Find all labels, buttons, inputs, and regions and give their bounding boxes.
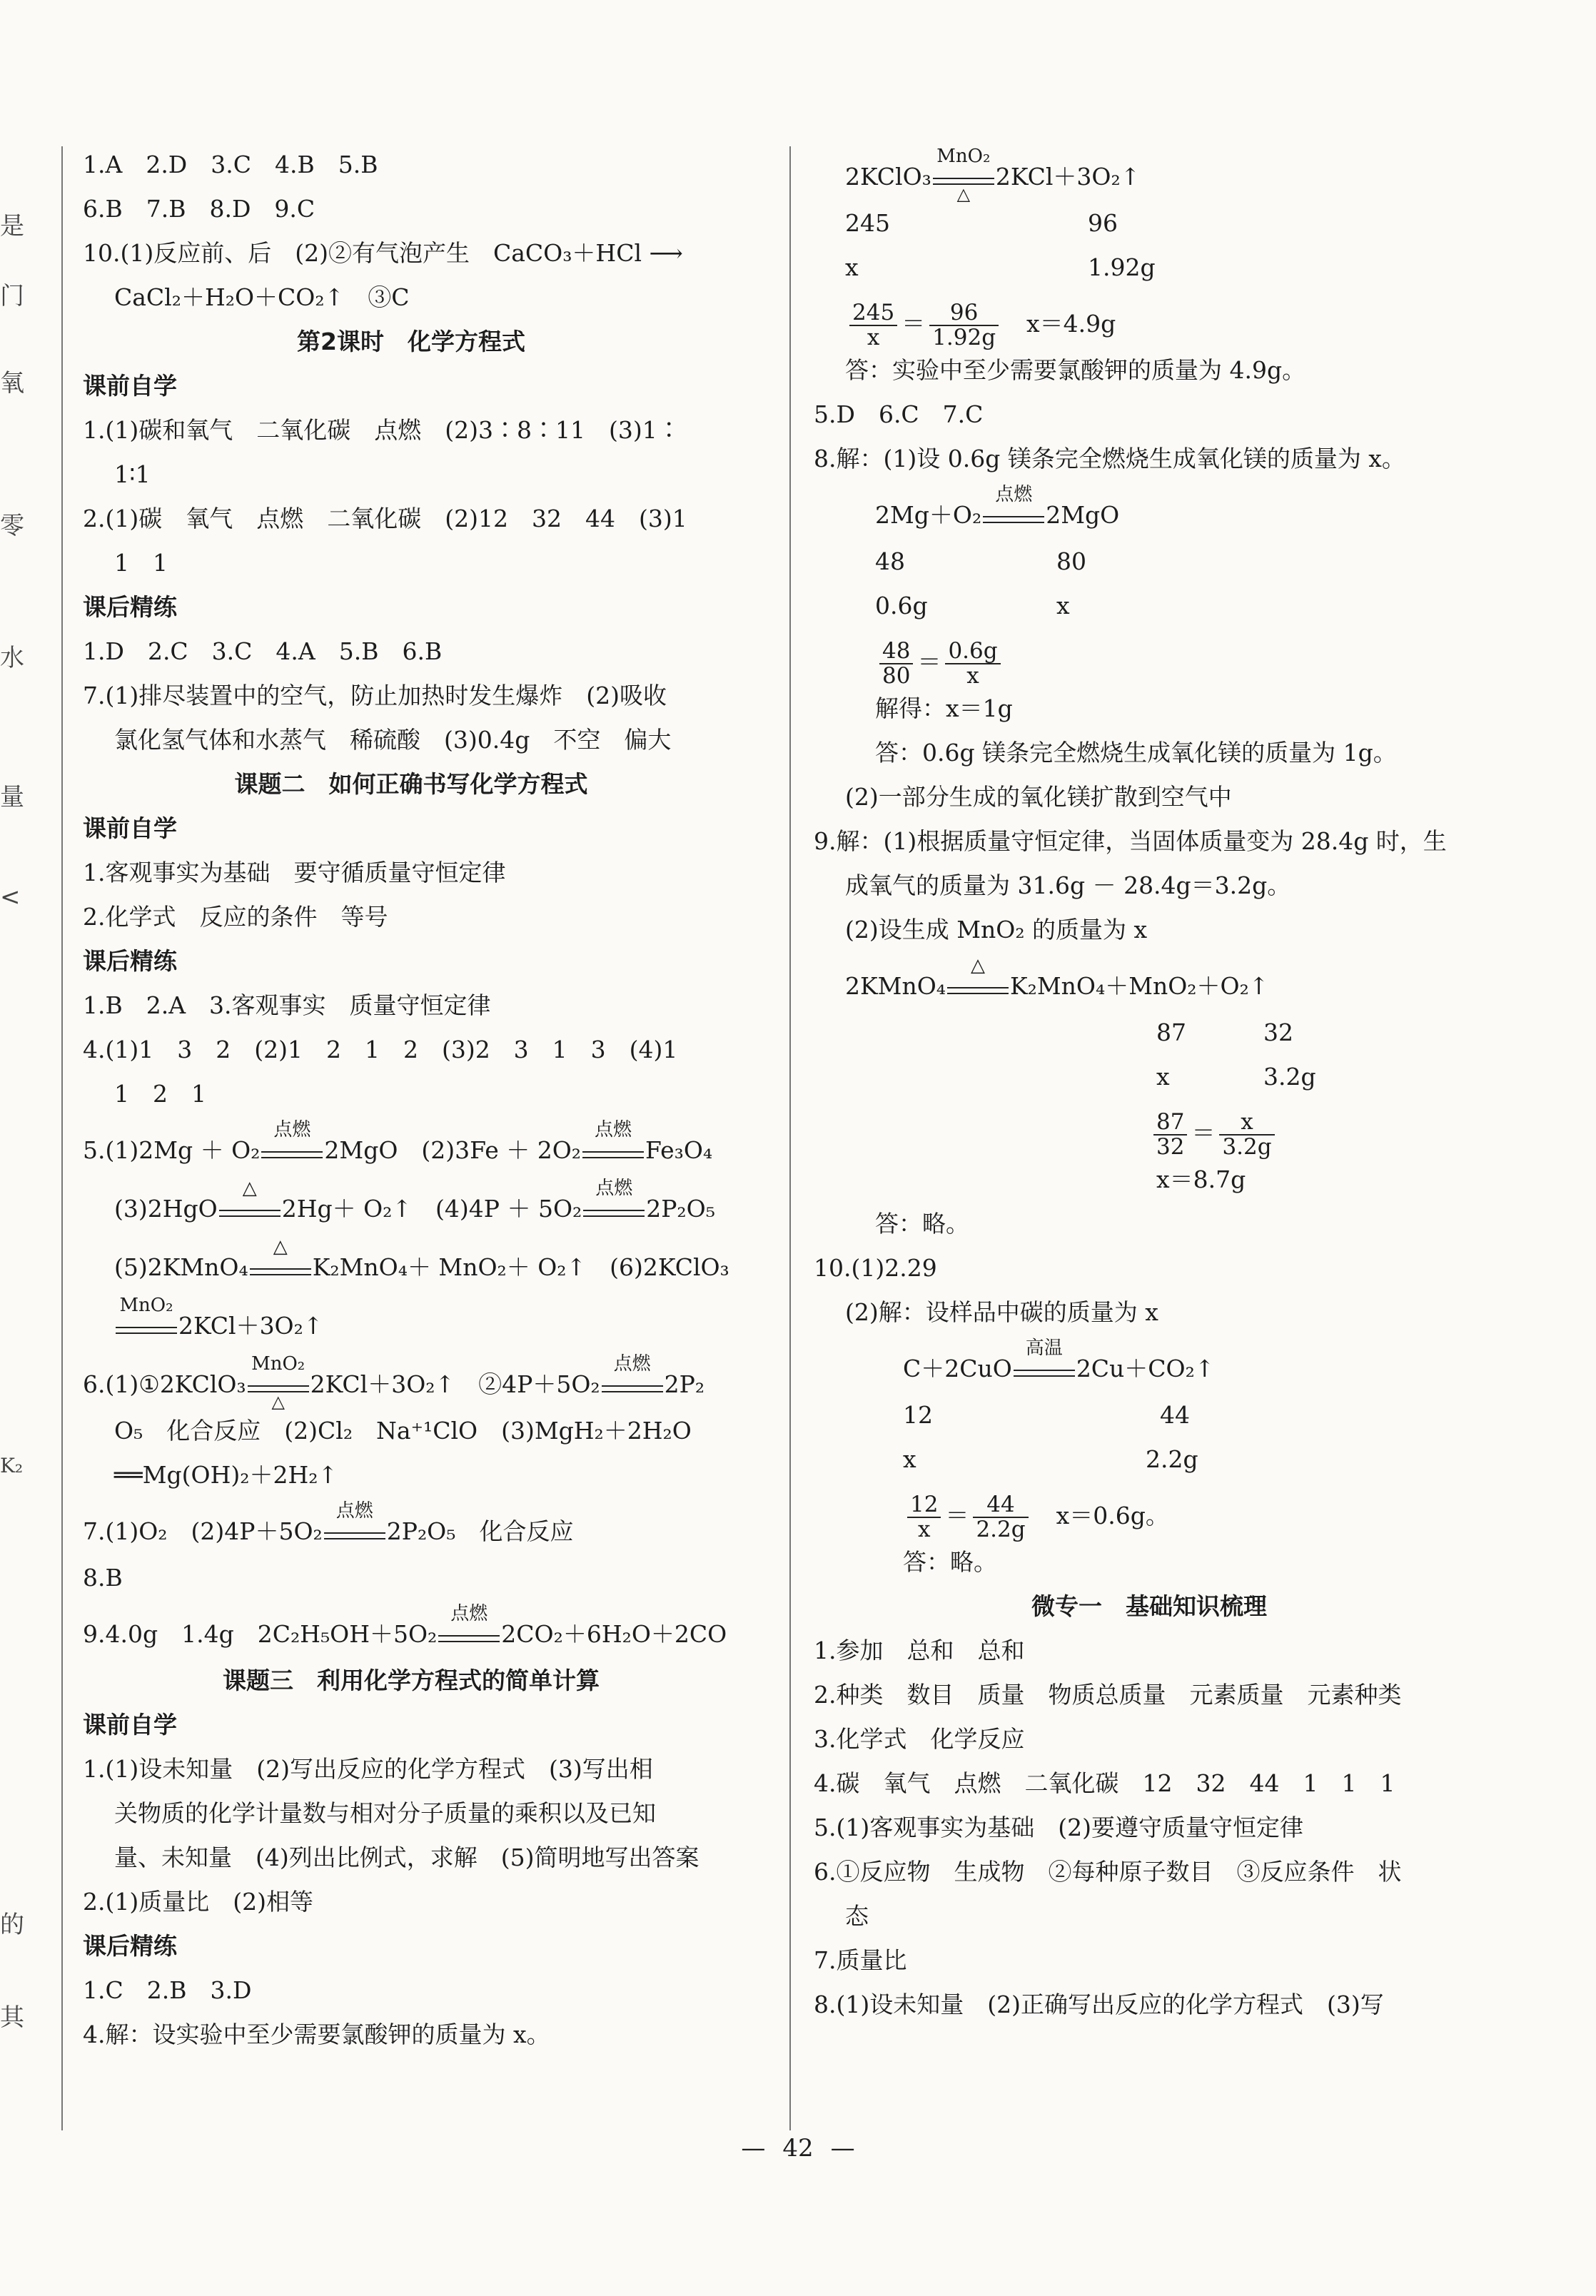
answer-line: 1.A 2.D 3.C 4.B 5.B — [83, 151, 378, 178]
section-heading: 微专一 基础知识梳理 — [1031, 1592, 1267, 1620]
equation-line: 2Mg＋O₂ 点燃 2MgO — [875, 484, 1120, 529]
margin-fragment: 氧 — [0, 369, 24, 398]
reaction-condition: MnO₂ — [116, 1317, 177, 1334]
answer-line: (2)解：设样品中碳的质量为 x — [845, 1298, 1158, 1326]
answer-line: ══Mg(OH)₂＋2H₂↑ — [114, 1461, 338, 1489]
reaction-condition: △ — [947, 977, 1009, 994]
equation-line: 2KMnO₄ △ K₂MnO₄＋MnO₂＋O₂↑ — [845, 955, 1269, 1000]
margin-fragment: 其 — [0, 2003, 24, 2032]
equation-line: (3)2HgO △ 2Hg＋ O₂↑ (4)4P ＋ 5O₂ 点燃 2P₂O₅ — [114, 1178, 715, 1223]
left-rule — [61, 146, 63, 2130]
answer-line: 1 1 — [114, 549, 168, 577]
equation-line: 5.(1)2Mg ＋ O₂ 点燃 2MgO (2)3Fe ＋ 2O₂ 点燃 Fe₃O₄ — [83, 1119, 713, 1164]
calc-line: x 3.2g — [1156, 1063, 1316, 1091]
answer-line: 6.①反应物 生成物 ②每种原子数目 ③反应条件 状 — [814, 1858, 1402, 1886]
fraction: $\frac{44}{2.2g}$ — [973, 1493, 1028, 1541]
answer-line: 1.参加 总和 总和 — [814, 1637, 1025, 1664]
answer-line: 4.碳 氧气 点燃 二氧化碳 12 32 44 1 1 1 — [814, 1769, 1395, 1797]
answer-line: 6.B 7.B 8.D 9.C — [83, 195, 315, 223]
subsection-heading: 课前自学 — [83, 1711, 177, 1739]
answer-line: 答：0.6g 镁条完全燃烧生成氧化镁的质量为 1g。 — [875, 739, 1397, 767]
answer-line: 2.化学式 反应的条件 等号 — [83, 903, 388, 931]
proportion-line: $\frac{87}{32}$ ＝ $\frac{x}{3.2g}$ — [814, 1099, 1485, 1158]
section-heading: 课题三 利用化学方程式的简单计算 — [223, 1667, 600, 1694]
answer-line: 1.B 2.A 3.客观事实 质量守恒定律 — [83, 991, 491, 1019]
answer-line: 10.(1)反应前、后 (2)②有气泡产生 CaCO₃＋HCl ⟶ — [83, 239, 683, 267]
subsection-heading: 课后精练 — [83, 947, 177, 975]
answer-line: 量、未知量 (4)列出比例式，求解 (5)简明地写出答案 — [114, 1844, 699, 1871]
subsection-heading: 课前自学 — [83, 814, 177, 842]
answer-line: 4.解：设实验中至少需要氯酸钾的质量为 x。 — [83, 2021, 550, 2048]
answer-line: (2)设生成 MnO₂ 的质量为 x — [845, 916, 1148, 944]
answer-line: 成氧气的质量为 31.6g － 28.4g＝3.2g。 — [845, 871, 1291, 899]
answer-line: 5.D 6.C 7.C — [814, 400, 984, 428]
proportion-line: $\frac{12}{x}$ ＝ $\frac{44}{2.2g}$ x＝0.6g。 — [814, 1482, 1485, 1540]
reaction-condition: 点燃 — [583, 1200, 645, 1217]
answer-line: 1.客观事实为基础 要守循质量守恒定律 — [83, 859, 506, 886]
fraction: $\frac{12}{x}$ — [907, 1493, 941, 1541]
calc-line: 87 32 — [1156, 1018, 1293, 1046]
answer-line: 2.(1)碳 氧气 点燃 二氧化碳 (2)12 32 44 (3)1 — [83, 505, 687, 532]
reaction-condition: 点燃 — [324, 1522, 385, 1539]
answer-line: 1.C 2.B 3.D — [83, 1976, 252, 2004]
equation-line: 7.(1)O₂ (2)4P＋5O₂ 点燃 2P₂O₅ 化合反应 — [83, 1500, 574, 1545]
answer-line: 氯化氢气体和水蒸气 稀硫酸 (3)0.4g 不空 偏大 — [114, 726, 672, 754]
reaction-condition: 点燃 — [582, 1141, 644, 1158]
answer-line: (2)一部分生成的氧化镁扩散到空气中 — [845, 783, 1232, 811]
answer-line: 态 — [845, 1902, 869, 1930]
margin-fragment: 是 — [0, 212, 24, 241]
fraction: $\frac{245}{x}$ — [849, 301, 897, 349]
answer-line: 1 2 1 — [114, 1080, 206, 1108]
answer-line: 4.(1)1 3 2 (2)1 2 1 2 (3)2 3 1 3 (4)1 — [83, 1036, 678, 1063]
answer-line: 答：略。 — [875, 1210, 969, 1238]
proportion-line: $\frac{48}{80}$ ＝ $\frac{0.6g}{x}$ — [814, 628, 1485, 687]
section-heading: 第2课时 化学方程式 — [297, 328, 525, 355]
reaction-condition: △ — [219, 1200, 281, 1217]
answer-line: 1.(1)设未知量 (2)写出反应的化学方程式 (3)写出相 — [83, 1755, 653, 1783]
proportion-line: $\frac{245}{x}$ ＝ $\frac{96}{1.92g}$ x＝4.9g — [814, 290, 1485, 348]
subsection-heading: 课后精练 — [83, 1932, 177, 1960]
answer-line: 解得：x＝1g — [875, 694, 1013, 722]
margin-fragment: 水 — [0, 644, 24, 672]
answer-line: 2.(1)质量比 (2)相等 — [83, 1888, 313, 1916]
answer-line: 2.种类 数目 质量 物质总质量 元素质量 元素种类 — [814, 1681, 1402, 1709]
answer-line: 1.(1)碳和氧气 二氧化碳 点燃 (2)3∶8∶11 (3)1∶ — [83, 416, 681, 444]
equation-line: C＋2CuO 高温 2Cu＋CO₂↑ — [903, 1337, 1215, 1382]
fraction: $\frac{x}{3.2g}$ — [1219, 1111, 1274, 1158]
answer-line: 10.(1)2.29 — [814, 1254, 937, 1282]
answer-line: 8.解：(1)设 0.6g 镁条完全燃烧生成氧化镁的质量为 x。 — [814, 445, 1405, 472]
margin-fragment: 的 — [0, 1911, 24, 1939]
answer-line: 关物质的化学计量数与相对分子质量的乘积以及已知 — [114, 1799, 656, 1827]
answer-line: 5.(1)客观事实为基础 (2)要遵守质量守恒定律 — [814, 1814, 1303, 1841]
answer-line: x＝8.7g — [1156, 1165, 1246, 1193]
answer-line: 7.(1)排尽装置中的空气，防止加热时发生爆炸 (2)吸收 — [83, 682, 667, 709]
calc-line: 0.6g x — [875, 592, 1070, 619]
answer-line: 8.B — [83, 1564, 123, 1592]
answer-line: 3.化学式 化学反应 — [814, 1725, 1025, 1753]
right-column — [814, 143, 1485, 2027]
margin-fragment: 零 — [0, 512, 24, 540]
margin-fragment: 量 — [0, 783, 24, 811]
margin-fragment: 门 — [0, 282, 24, 310]
reaction-condition: 点燃 — [983, 506, 1044, 523]
fraction: $\frac{87}{32}$ — [1153, 1111, 1187, 1158]
fraction: $\frac{48}{80}$ — [879, 639, 913, 687]
answer-line: 答：略。 — [903, 1548, 997, 1576]
section-heading: 课题二 如何正确书写化学方程式 — [234, 770, 588, 798]
answer-line: 1∶1 — [114, 460, 151, 488]
reaction-condition: 高温 — [1014, 1360, 1075, 1377]
column-divider — [789, 146, 791, 2130]
reaction-condition: 点燃 — [438, 1625, 500, 1642]
margin-fragment: K₂ — [0, 1454, 24, 1477]
equation-line: (5)2KMnO₄ △ K₂MnO₄＋ MnO₂＋ O₂↑ (6)2KClO₃ — [114, 1236, 729, 1281]
left-column — [83, 143, 739, 2057]
answer-line: O₅ 化合反应 (2)Cl₂ Na⁺¹ClO (3)MgH₂＋2H₂O — [114, 1417, 692, 1445]
reaction-condition: MnO₂ △ — [248, 1375, 309, 1392]
answer-line: CaCl₂＋H₂O＋CO₂↑ ③C — [114, 283, 410, 311]
reaction-condition: 点燃 — [602, 1375, 663, 1392]
subsection-heading: 课前自学 — [83, 372, 177, 400]
page-number: — 42 — — [741, 2134, 855, 2163]
equation-line: 6.(1)①2KClO₃ MnO₂ △ 2KCl＋3O₂↑ ②4P＋5O₂ 点燃 2P₂ — [83, 1353, 705, 1412]
equation-line: MnO₂ 2KCl＋3O₂↑ — [83, 1292, 739, 1350]
answer-line: 9.解：(1)根据质量守恒定律，当固体质量变为 28.4g 时，生 — [814, 827, 1447, 855]
answer-line: 7.质量比 — [814, 1946, 907, 1974]
calc-line: x 1.92g — [845, 253, 1156, 281]
calc-line: 245 96 — [845, 209, 1118, 237]
answer-line: 8.(1)设未知量 (2)正确写出反应的化学方程式 (3)写 — [814, 1991, 1384, 2018]
reaction-condition: △ — [250, 1258, 311, 1275]
calc-line: 48 80 — [875, 547, 1086, 575]
margin-fragment: < — [0, 883, 21, 911]
subsection-heading: 课后精练 — [83, 593, 177, 621]
calc-line: 12 44 — [903, 1401, 1190, 1429]
fraction: $\frac{96}{1.92g}$ — [929, 301, 999, 349]
fraction: $\frac{0.6g}{x}$ — [945, 639, 1000, 687]
reaction-condition: MnO₂ △ — [933, 168, 994, 185]
equation-line: 2KClO₃ MnO₂ △ 2KCl＋3O₂↑ — [845, 146, 1141, 204]
equation-line: 9.4.0g 1.4g 2C₂H₅OH＋5O₂ 点燃 2CO₂＋6H₂O＋2CO — [83, 1603, 727, 1648]
answer-line: 1.D 2.C 3.C 4.A 5.B 6.B — [83, 637, 443, 665]
answer-line: 答：实验中至少需要氯酸钾的质量为 4.9g。 — [845, 356, 1306, 384]
reaction-condition: 点燃 — [261, 1141, 323, 1158]
calc-line: x 2.2g — [903, 1445, 1198, 1473]
